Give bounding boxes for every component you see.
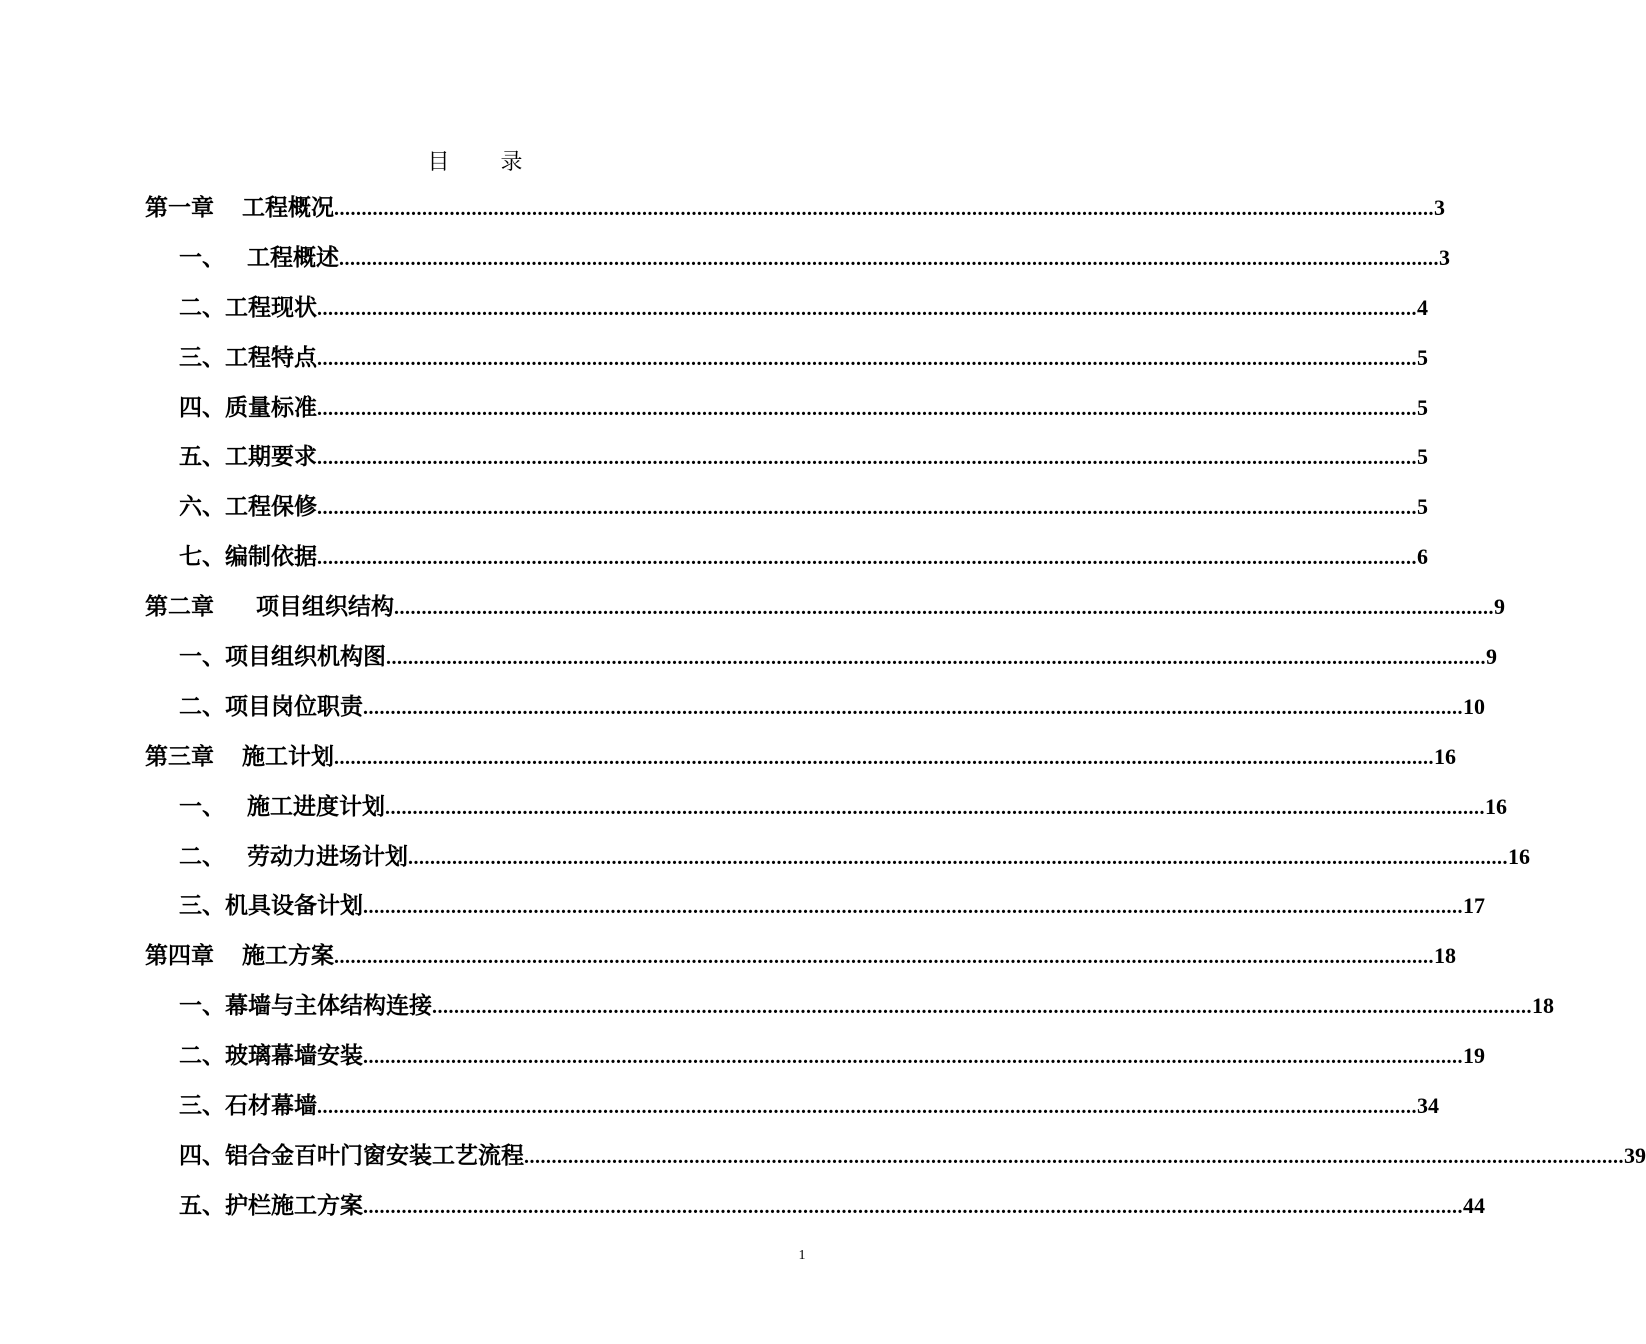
toc-entry-label — [179, 1138, 524, 1174]
toc-entry-prefix: 五、 — [179, 1191, 225, 1219]
toc-entry-prefix: 二、 — [179, 293, 225, 321]
toc-entry-prefix: 七、 — [179, 543, 225, 571]
toc-dot-leader: ........................................................................................................................................................................................................ — [363, 696, 1463, 719]
toc-section-entry[interactable] — [145, 489, 1428, 539]
toc-entry-label — [179, 789, 385, 825]
toc-entry-page: 5 — [1417, 394, 1428, 420]
toc-entry-label — [179, 240, 339, 276]
toc-entry-page: 10 — [1463, 693, 1485, 719]
toc-title — [0, 145, 950, 176]
toc-entry-prefix: 第一章 — [145, 194, 214, 221]
toc-chapter-entry[interactable] — [145, 938, 1456, 988]
toc-entry-prefix: 一、 — [179, 643, 225, 671]
toc-dot-leader: ........................................................................................................................................................................................................ — [408, 846, 1508, 869]
toc-entry-label — [179, 988, 432, 1024]
toc-entry-title: 机具设备计划 — [225, 892, 363, 920]
toc-entry-label — [179, 539, 317, 575]
toc-entry-page: 19 — [1463, 1043, 1485, 1069]
toc-title-char-1: 目 — [427, 150, 450, 175]
toc-dot-leader: ........................................................................................................................................................................................................ — [317, 397, 1417, 420]
toc-entry-title: 编制依据 — [225, 543, 317, 571]
toc-entry-title: 项目组织机构图 — [225, 643, 386, 671]
toc-entry-label — [179, 390, 317, 426]
toc-entry-title: 护栏施工方案 — [225, 1191, 363, 1219]
toc-entry-label — [179, 888, 363, 924]
toc-entry-page: 16 — [1508, 843, 1530, 869]
toc-section-entry[interactable] — [145, 240, 1450, 290]
toc-entry-title: 工程概述 — [247, 243, 339, 271]
toc-dot-leader: ........................................................................................................................................................................................................ — [334, 746, 1434, 769]
toc-dot-leader: ........................................................................................................................................................................................................ — [317, 547, 1417, 570]
toc-entry-title: 劳动力进场计划 — [247, 842, 408, 870]
toc-entry-title: 施工进度计划 — [247, 792, 385, 820]
toc-entry-page: 39 — [1624, 1142, 1646, 1168]
toc-entry-label — [145, 589, 394, 625]
toc-entry-title: 幕墙与主体结构连接 — [225, 992, 432, 1020]
toc-entry-title: 铝合金百叶门窗安装工艺流程 — [225, 1141, 524, 1169]
toc-dot-leader: ........................................................................................................................................................................................................ — [394, 597, 1494, 620]
toc-entry-title: 工程现状 — [225, 293, 317, 321]
toc-entry-title: 工程特点 — [225, 343, 317, 371]
toc-entry-prefix: 四、 — [179, 1141, 225, 1169]
toc-dot-leader: ........................................................................................................................................................................................................ — [317, 1096, 1417, 1119]
toc-section-entry[interactable] — [145, 340, 1428, 390]
toc-entry-page: 18 — [1532, 993, 1554, 1019]
table-of-contents — [145, 190, 1646, 1238]
toc-entry-page: 16 — [1434, 743, 1456, 769]
toc-section-entry[interactable] — [145, 1188, 1485, 1238]
toc-title-char-2: 录 — [500, 150, 523, 175]
toc-dot-leader: ........................................................................................................................................................................................................ — [317, 447, 1417, 470]
toc-entry-label — [145, 938, 334, 974]
toc-entry-prefix: 六、 — [179, 493, 225, 521]
toc-section-entry[interactable] — [145, 539, 1428, 589]
toc-dot-leader: ........................................................................................................................................................................................................ — [334, 198, 1434, 220]
toc-entry-title: 项目组织结构 — [256, 593, 394, 621]
toc-dot-leader: ........................................................................................................................................................................................................ — [386, 647, 1486, 670]
toc-entry-prefix: 一、 — [179, 792, 225, 820]
toc-entry-prefix: 三、 — [179, 1092, 225, 1120]
toc-entry-label — [179, 639, 386, 675]
toc-entry-label — [179, 1038, 363, 1074]
toc-section-entry[interactable] — [145, 639, 1497, 689]
toc-entry-prefix: 二、 — [179, 842, 225, 870]
toc-entry-title: 施工计划 — [242, 742, 334, 770]
toc-entry-prefix: 四、 — [179, 393, 225, 421]
toc-section-entry[interactable] — [145, 789, 1507, 839]
toc-entry-page: 5 — [1417, 344, 1428, 370]
toc-section-entry[interactable] — [145, 439, 1428, 489]
toc-entry-page: 9 — [1494, 594, 1505, 620]
toc-dot-leader: ........................................................................................................................................................................................................ — [432, 996, 1532, 1019]
toc-entry-page: 3 — [1434, 195, 1445, 220]
toc-section-entry[interactable] — [145, 988, 1554, 1038]
toc-entry-prefix: 二、 — [179, 692, 225, 720]
toc-entry-title: 玻璃幕墙安装 — [225, 1042, 363, 1070]
toc-entry-label — [145, 739, 334, 775]
toc-entry-title: 质量标准 — [225, 393, 317, 421]
toc-entry-prefix: 一、 — [179, 992, 225, 1020]
toc-dot-leader: ........................................................................................................................................................................................................ — [363, 896, 1463, 919]
toc-entry-label — [179, 340, 317, 376]
toc-section-entry[interactable] — [145, 839, 1530, 889]
toc-entry-title: 工期要求 — [225, 443, 317, 471]
toc-entry-label — [179, 489, 317, 525]
toc-entry-label — [179, 290, 317, 326]
toc-entry-page: 17 — [1463, 893, 1485, 919]
toc-entry-page: 3 — [1439, 244, 1450, 270]
toc-entry-label — [179, 1088, 317, 1124]
toc-entry-page: 6 — [1417, 544, 1428, 570]
toc-dot-leader: ........................................................................................................................................................................................................ — [363, 1195, 1463, 1218]
toc-entry-page: 4 — [1417, 294, 1428, 320]
toc-section-entry[interactable] — [145, 290, 1428, 340]
toc-section-entry[interactable] — [145, 1088, 1439, 1138]
toc-entry-title: 工程保修 — [225, 493, 317, 521]
toc-dot-leader: ........................................................................................................................................................................................................ — [363, 1046, 1463, 1069]
toc-dot-leader: ........................................................................................................................................................................................................ — [524, 1145, 1624, 1168]
toc-entry-page: 16 — [1485, 793, 1507, 819]
toc-entry-prefix: 三、 — [179, 892, 225, 920]
toc-entry-prefix: 二、 — [179, 1042, 225, 1070]
toc-section-entry[interactable] — [145, 689, 1485, 739]
toc-entry-title: 工程概况 — [242, 194, 334, 221]
toc-section-entry[interactable] — [145, 1038, 1485, 1088]
toc-section-entry[interactable] — [145, 888, 1485, 938]
toc-entry-page: 34 — [1417, 1093, 1439, 1119]
toc-entry-page: 5 — [1417, 494, 1428, 520]
toc-dot-leader: ........................................................................................................................................................................................................ — [317, 347, 1417, 370]
toc-dot-leader: ........................................................................................................................................................................................................ — [339, 247, 1439, 270]
toc-entry-page: 44 — [1463, 1192, 1485, 1218]
toc-chapter-entry[interactable] — [145, 739, 1456, 789]
toc-entry-label — [179, 439, 317, 475]
toc-entry-prefix: 五、 — [179, 443, 225, 471]
toc-entry-label — [179, 839, 408, 875]
toc-entry-label — [145, 190, 334, 226]
toc-entry-prefix: 三、 — [179, 343, 225, 371]
toc-entry-prefix: 第三章 — [145, 742, 214, 770]
toc-chapter-entry[interactable] — [145, 190, 1445, 240]
toc-dot-leader: ........................................................................................................................................................................................................ — [317, 497, 1417, 520]
toc-chapter-entry[interactable] — [145, 589, 1505, 639]
toc-entry-title: 石材幕墙 — [225, 1092, 317, 1120]
toc-entry-label — [179, 1188, 363, 1224]
toc-entry-page: 18 — [1434, 943, 1456, 969]
toc-entry-prefix: 第四章 — [145, 942, 214, 970]
toc-dot-leader: ........................................................................................................................................................................................................ — [334, 946, 1434, 969]
toc-entry-page: 5 — [1417, 444, 1428, 470]
toc-entry-page: 9 — [1486, 644, 1497, 670]
toc-dot-leader: ........................................................................................................................................................................................................ — [385, 796, 1485, 819]
toc-entry-label — [179, 689, 363, 725]
toc-section-entry[interactable] — [145, 1138, 1646, 1188]
toc-entry-prefix: 第二章 — [145, 593, 214, 621]
toc-entry-title: 项目岗位职责 — [225, 692, 363, 720]
toc-entry-title: 施工方案 — [242, 942, 334, 970]
toc-entry-prefix: 一、 — [179, 243, 225, 271]
page-number: 1 — [798, 1248, 806, 1263]
toc-section-entry[interactable] — [145, 390, 1428, 440]
toc-dot-leader: ........................................................................................................................................................................................................ — [317, 297, 1417, 320]
